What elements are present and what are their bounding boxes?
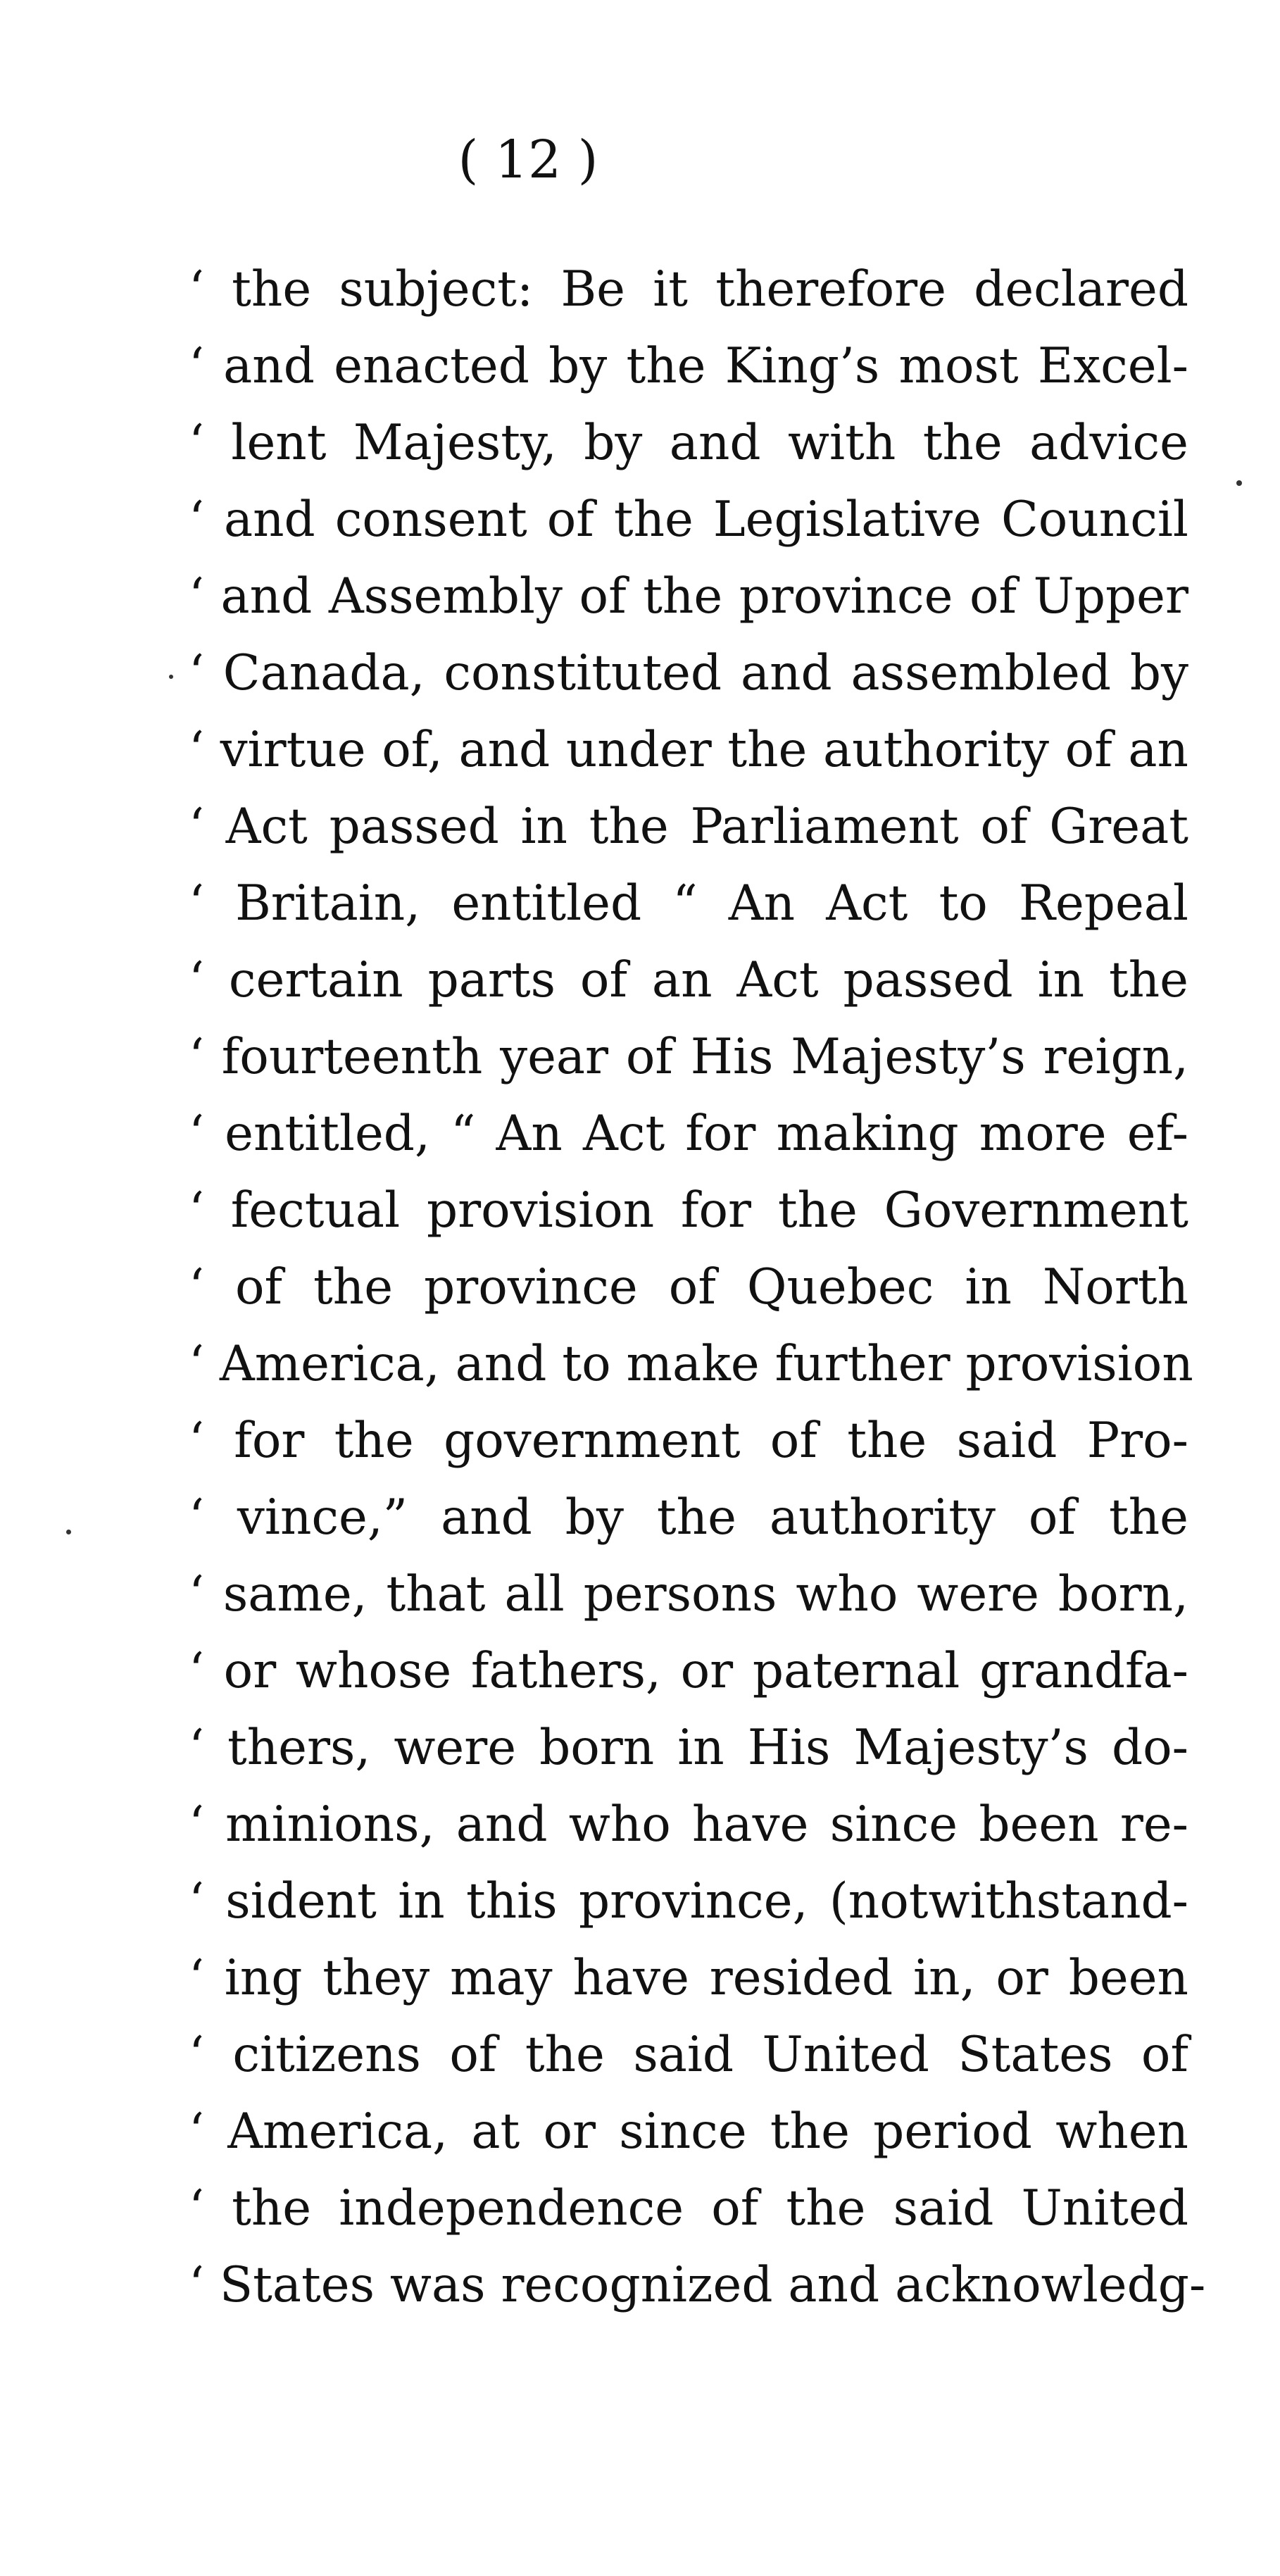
scan-speck	[169, 675, 173, 679]
text-line: ‘ virtue of, and under the authority of an	[189, 722, 1188, 778]
body-text	[189, 251, 1206, 2324]
text-line: ‘ lent Majesty, by and with the advice	[189, 415, 1188, 471]
text-line: ‘ America, and to make further provision	[189, 1336, 1193, 1392]
text-line: ‘ the subject: Be it therefore declared	[189, 261, 1188, 318]
text-line: ‘ the independence of the said United	[189, 2180, 1188, 2237]
text-line: ‘ sident in this province, (notwithstand-	[189, 1873, 1188, 1930]
scan-speck	[66, 1530, 71, 1534]
text-line: ‘ minions, and who have since been re-	[189, 1796, 1188, 1853]
text-line: ‘ and Assembly of the province of Upper	[189, 568, 1188, 625]
text-line: ‘ and enacted by the King’s most Excel-	[189, 338, 1188, 394]
text-line: ‘ vince,” and by the authority of the	[189, 1489, 1188, 1546]
text-line: ‘ of the province of Quebec in North	[189, 1259, 1188, 1315]
text-line: ‘ entitled, “ An Act for making more ef-	[189, 1106, 1188, 1162]
text-line: ‘ America, at or since the period when	[189, 2103, 1188, 2160]
page-number: ( 12 )	[458, 130, 598, 190]
text-line: ‘ for the government of the said Pro-	[189, 1413, 1188, 1469]
text-line: ‘ thers, were born in His Majesty’s do-	[189, 1720, 1188, 1776]
text-line: ‘ citizens of the said United States of	[189, 2027, 1188, 2083]
text-line: ‘ States was recognized and acknowledg-	[189, 2257, 1206, 2313]
text-line: ‘ Canada, constituted and assembled by	[189, 645, 1188, 701]
text-line: ‘ or whose fathers, or paternal grandfa-	[189, 1643, 1188, 1699]
text-line: ‘ same, that all persons who were born,	[189, 1566, 1188, 1622]
text-line: ‘ certain parts of an Act passed in the	[189, 952, 1188, 1008]
text-line: ‘ fectual provision for the Government	[189, 1182, 1188, 1239]
text-line: ‘ Britain, entitled “ An Act to Repeal	[189, 875, 1188, 932]
text-line: ‘ fourteenth year of His Majesty’s reign,	[189, 1029, 1188, 1085]
text-line: ‘ Act passed in the Parliament of Great	[189, 799, 1188, 855]
text-line: ‘ and consent of the Legislative Council	[189, 492, 1188, 548]
scan-speck	[1236, 480, 1242, 486]
text-line: ‘ ing they may have resided in, or been	[189, 1950, 1188, 2006]
